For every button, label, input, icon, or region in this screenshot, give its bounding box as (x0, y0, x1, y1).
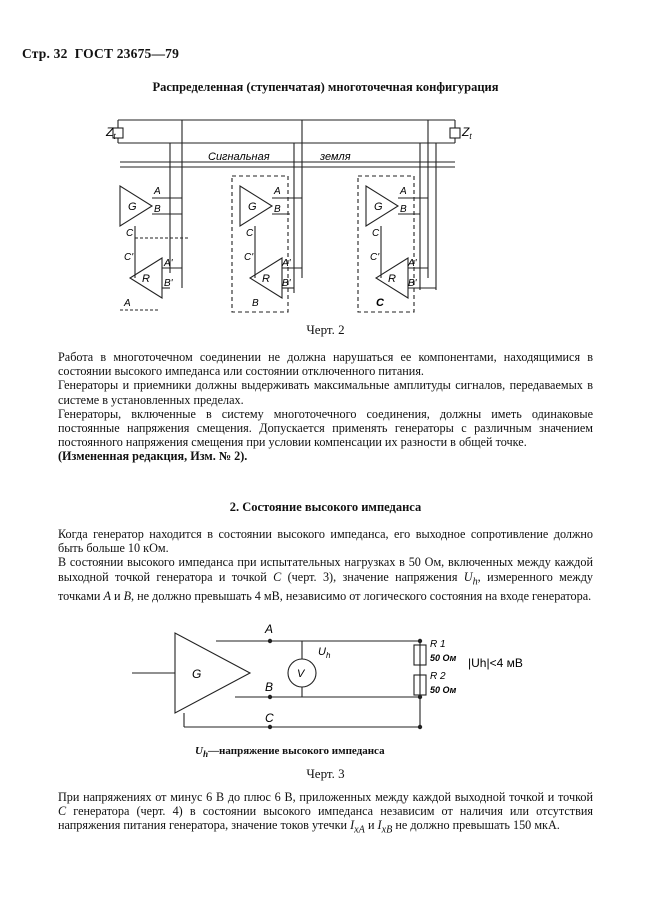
fig3-b-label: B (265, 680, 274, 694)
node-a-3: A (400, 186, 407, 197)
page-number: Стр. 32 (22, 46, 68, 61)
node-c-2: C (246, 228, 254, 239)
paragraph-4: (Измененная редакция, Изм. № 2). (58, 449, 248, 464)
node-b-1: B (154, 204, 161, 215)
generator-triangle-fig3 (175, 633, 250, 713)
gen-label-2: G (248, 201, 257, 213)
node-c-bottom-3: C (376, 297, 384, 309)
fig3-r1-value: 50 Ом (430, 653, 457, 663)
gen-label-1: G (128, 201, 137, 213)
paragraph-2: Генераторы и приемники должны выдерживать максимальные амплитуды сигналов, передаваемых в системе в установленных пределах. (58, 378, 593, 407)
node-c1-3: C' (370, 252, 380, 263)
node-b1-3: B' (408, 278, 417, 289)
rec-label-1: R (142, 273, 150, 285)
text2-paragraph-1: При напряжениях от минус 6 В до плюс 6 В, приложенных между каждой выходной точкой и точкой C генератора (черт. 4) в состоянии высокого импеданса независим от наличия или отсутствия напряжения питания генератора, значение токов утечки $I_{xA}$ и $I_{xB}$ не должно превышать 150 мкА. (58, 790, 593, 836)
figure-2-caption: Черт. 2 (306, 322, 345, 337)
node-c1-2: C' (244, 252, 254, 263)
node-c1-1: C' (124, 252, 134, 263)
fig3-v-label: V (297, 668, 305, 680)
node-a-bottom-1: A (124, 298, 131, 309)
ground-label-2: земля (320, 151, 351, 163)
figure-3-caption: Черт. 3 (306, 766, 345, 781)
section-2-title: 2. Состояние высокого импеданса (229, 500, 422, 514)
text-block-2 (58, 527, 593, 603)
node-b-bottom-2: B (252, 298, 259, 309)
gen-label-3: G (374, 201, 383, 213)
text-block-1 (58, 350, 593, 464)
standard-code: ГОСТ 23675—79 (74, 46, 180, 61)
node-group-1 (120, 120, 190, 310)
fig3-r1-label: R 1 (430, 639, 446, 650)
fig3-c-label: C (265, 711, 274, 725)
zt-left-label: $Z_t$ (106, 125, 116, 141)
zt-right-label: $Z_t$ (462, 125, 472, 141)
fig3-r2-value: 50 Ом (430, 685, 457, 695)
figure-3-diagram (120, 615, 560, 745)
node-b-3: B (400, 204, 407, 215)
node-a1-1: A' (164, 258, 173, 269)
figure-3-legend: $U_h—напряжение$ высокого импеданса (195, 745, 385, 760)
fig3-uh-label: $U_h$ (318, 646, 331, 660)
fig3-a-label: A (265, 622, 274, 636)
figure-2-title: Распределенная (ступенчатая) многоточечная конфигурация (152, 80, 499, 94)
node-c-1: C (126, 228, 134, 239)
node-b1-2: B' (282, 278, 291, 289)
fig3-r2-label: R 2 (430, 671, 446, 682)
rec-label-2: R (262, 273, 270, 285)
node-a-2: A (274, 186, 281, 197)
node-group-3 (358, 120, 436, 312)
ground-label-1: Сигнальная (208, 151, 270, 163)
node-b1-1: B' (164, 278, 173, 289)
node-a-1: A (154, 186, 161, 197)
node-group-2 (232, 120, 302, 312)
node-a1-3: A' (408, 258, 417, 269)
fig3-condition: |Uh|<4 мВ (468, 656, 523, 670)
node-a1-2: A' (282, 258, 291, 269)
fig3-gen-label: G (192, 667, 202, 681)
termination-resistor-right (450, 128, 460, 138)
section2-paragraph-2: В состоянии высокого импеданса при испытательных нагрузках в 50 Ом, включенных между каждой выходной точкой генератора и точкой C (черт. 3), значение напряжения $U_h$, измеренного между точками A и B, не должно превышать 4 мВ, независимо от логического состояния на входе генератора. (58, 555, 593, 604)
rec-label-3: R (388, 273, 396, 285)
page-header (22, 46, 179, 62)
paragraph-3: Генераторы, включенные в систему многоточечного соединения, должны иметь одинаковые постоянные напряжения смещения. Допускается применять генераторы с различным значением постоянного напряжения смещения при условии компенсации их разности в общей точке. (58, 406, 593, 450)
text-block-3 (58, 790, 593, 838)
node-b-2: B (274, 204, 281, 215)
section2-paragraph-1: Когда генератор находится в состоянии высокого импеданса, его выходное сопротивление должно быть больше 10 кОм. (58, 527, 593, 556)
node-c-3: C (372, 228, 380, 239)
paragraph-1: Работа в многоточечном соединении не должна нарушаться ее компонентами, находящимися в состоянии высокого импеданса или состоянии отключенного питания. (58, 350, 593, 379)
figure-2-diagram (90, 98, 490, 320)
